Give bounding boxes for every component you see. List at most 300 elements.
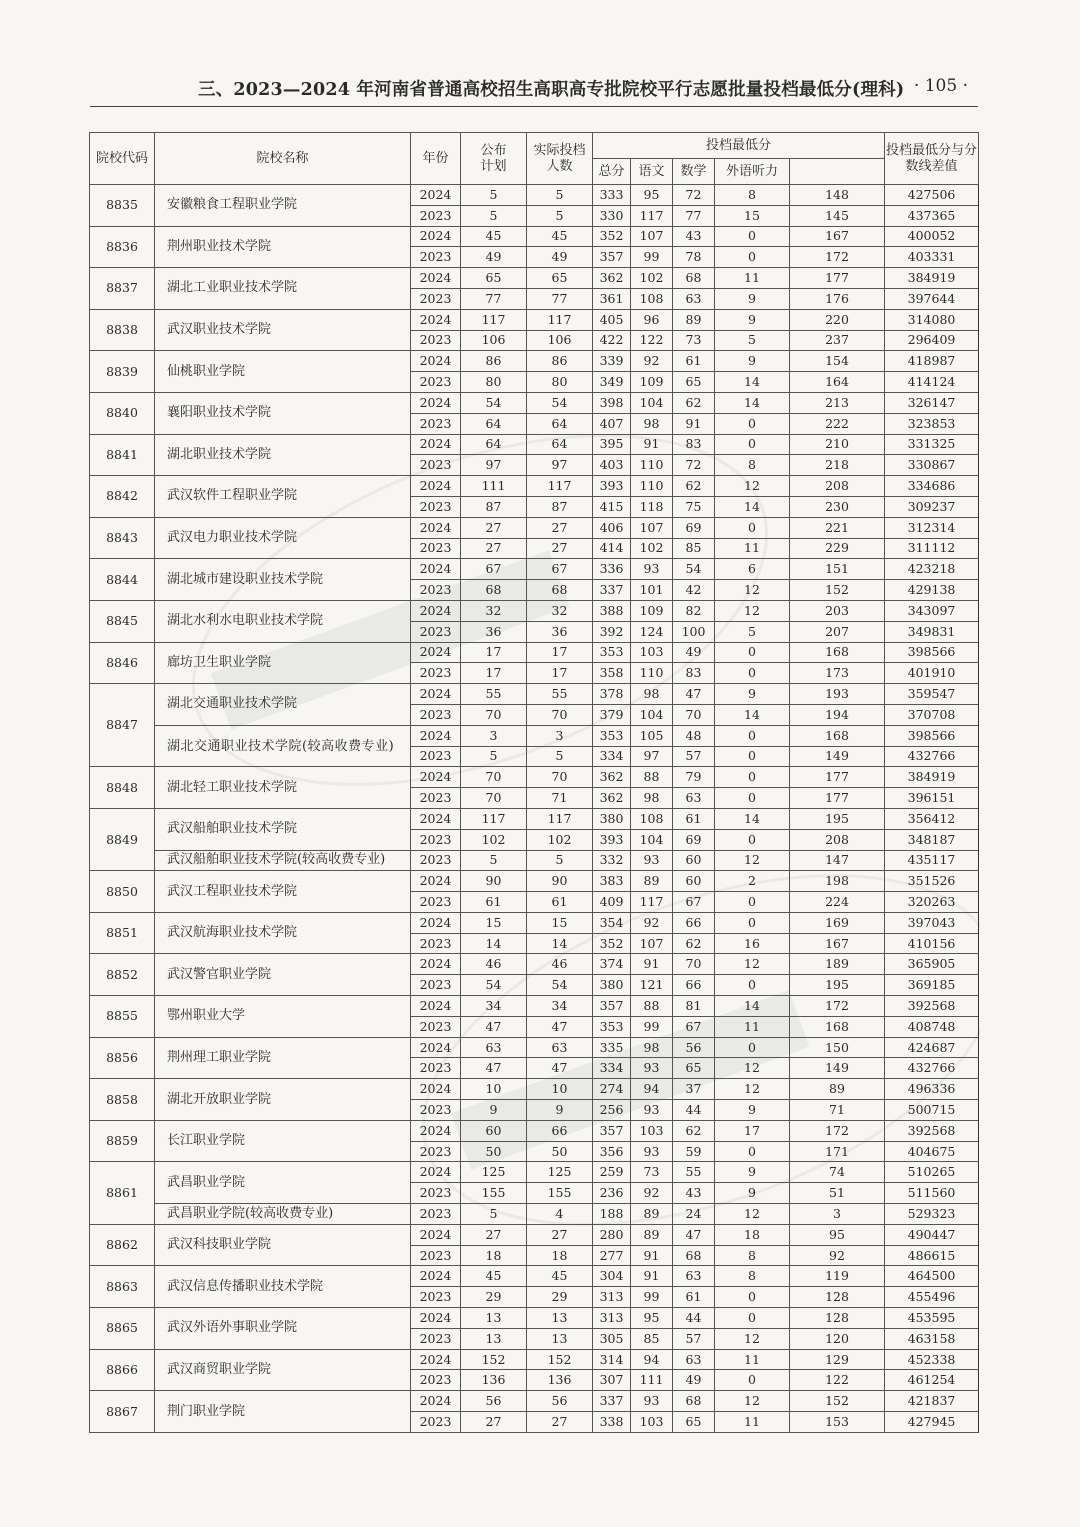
total-score: 337: [593, 1391, 631, 1412]
table-row: [90, 642, 979, 663]
score-rank: 464500: [885, 1266, 979, 1287]
plan: 56: [461, 1391, 527, 1412]
plan: 70: [461, 704, 527, 725]
actual: 125: [527, 1162, 593, 1183]
score-diff: 207: [790, 621, 885, 642]
score-diff: 168: [790, 725, 885, 746]
math-score: 72: [673, 185, 715, 206]
table-row: [90, 871, 979, 892]
plan: 102: [461, 829, 527, 850]
school-name: 湖北交通职业技术学院(较高收费专业): [155, 725, 411, 767]
math-score: 62: [673, 1120, 715, 1141]
total-score: 334: [593, 746, 631, 767]
actual: 64: [527, 434, 593, 455]
math-score: 62: [673, 392, 715, 413]
score-rank: 392568: [885, 1120, 979, 1141]
plan: 5: [461, 850, 527, 871]
year: 2023: [411, 788, 461, 809]
year: 2024: [411, 725, 461, 746]
score-diff: 95: [790, 1224, 885, 1245]
page-title: 三、2023—2024 年河南省普通高校招生高职高专批院校平行志愿批量投档最低分(理科): [198, 80, 905, 100]
actual: 80: [527, 372, 593, 393]
school-code: 8858: [90, 1079, 155, 1121]
score-rank: 323853: [885, 413, 979, 434]
chinese-score: 93: [631, 559, 673, 580]
school-name: 廊坊卫生职业学院: [155, 642, 411, 684]
listening-score: 0: [715, 892, 790, 913]
math-score: 47: [673, 684, 715, 705]
chinese-score: 109: [631, 600, 673, 621]
score-diff: 195: [790, 808, 885, 829]
listening-score: 8: [715, 1266, 790, 1287]
total-score: 314: [593, 1349, 631, 1370]
chinese-score: 107: [631, 226, 673, 247]
chinese-score: 107: [631, 933, 673, 954]
plan: 64: [461, 413, 527, 434]
score-rank: 384919: [885, 767, 979, 788]
table-row: [90, 434, 979, 455]
table-row: [90, 226, 979, 247]
plan: 14: [461, 933, 527, 954]
actual: 71: [527, 788, 593, 809]
chinese-score: 110: [631, 455, 673, 476]
actual: 61: [527, 892, 593, 913]
school-code: 8846: [90, 642, 155, 684]
math-score: 59: [673, 1141, 715, 1162]
year: 2023: [411, 496, 461, 517]
score-diff: 168: [790, 642, 885, 663]
school-name: 湖北工业职业技术学院: [155, 268, 411, 310]
score-diff: 194: [790, 704, 885, 725]
school-name: 武汉工程职业技术学院: [155, 871, 411, 913]
plan: 3: [461, 725, 527, 746]
header-math: 数学: [673, 159, 715, 185]
table-row: [90, 1162, 979, 1183]
score-diff: 195: [790, 975, 885, 996]
listening-score: 17: [715, 1120, 790, 1141]
chinese-score: 109: [631, 372, 673, 393]
plan: 10: [461, 1079, 527, 1100]
chinese-score: 85: [631, 1328, 673, 1349]
score-rank: 326147: [885, 392, 979, 413]
actual: 27: [527, 538, 593, 559]
chinese-score: 104: [631, 704, 673, 725]
plan: 111: [461, 476, 527, 497]
listening-score: 9: [715, 309, 790, 330]
listening-score: 12: [715, 1079, 790, 1100]
header-plan: [461, 133, 527, 185]
plan: 15: [461, 912, 527, 933]
header-diff-text: 投档最低分与分数线差值: [886, 142, 978, 174]
math-score: 56: [673, 1037, 715, 1058]
school-name: 湖北开放职业学院: [155, 1079, 411, 1121]
school-code: 8835: [90, 185, 155, 227]
math-score: 72: [673, 455, 715, 476]
year: 2024: [411, 226, 461, 247]
listening-score: 0: [715, 663, 790, 684]
actual: 45: [527, 1266, 593, 1287]
score-diff: 169: [790, 912, 885, 933]
header-plan-text: 公布计划: [480, 142, 507, 174]
actual: 49: [527, 247, 593, 268]
actual: 64: [527, 413, 593, 434]
score-diff: 145: [790, 205, 885, 226]
score-rank: 397644: [885, 288, 979, 309]
score-diff: 198: [790, 871, 885, 892]
header-min-score-group: 投档最低分: [593, 133, 885, 159]
actual: 5: [527, 850, 593, 871]
school-name: 武汉电力职业技术学院: [155, 517, 411, 559]
school-name: 湖北轻工职业技术学院: [155, 767, 411, 809]
score-rank: 398566: [885, 642, 979, 663]
listening-score: 11: [715, 538, 790, 559]
listening-score: 14: [715, 996, 790, 1017]
year: 2023: [411, 1370, 461, 1391]
score-diff: 151: [790, 559, 885, 580]
total-score: 280: [593, 1224, 631, 1245]
plan: 9: [461, 1100, 527, 1121]
school-code: 8837: [90, 268, 155, 310]
plan: 70: [461, 788, 527, 809]
total-score: 334: [593, 1058, 631, 1079]
listening-score: 14: [715, 704, 790, 725]
year: 2023: [411, 704, 461, 725]
plan: 50: [461, 1141, 527, 1162]
score-diff: 92: [790, 1245, 885, 1266]
chinese-score: 102: [631, 268, 673, 289]
school-code: 8839: [90, 351, 155, 393]
school-name: 武汉科技职业学院: [155, 1224, 411, 1266]
year: 2023: [411, 829, 461, 850]
school-name: 武汉船舶职业技术学院: [155, 808, 411, 850]
total-score: 357: [593, 996, 631, 1017]
school-name: 武汉职业技术学院: [155, 309, 411, 351]
math-score: 100: [673, 621, 715, 642]
math-score: 47: [673, 1224, 715, 1245]
listening-score: 0: [715, 642, 790, 663]
school-code: 8848: [90, 767, 155, 809]
year: 2023: [411, 1412, 461, 1433]
total-score: 330: [593, 205, 631, 226]
chinese-score: 117: [631, 892, 673, 913]
header-actual: [527, 133, 593, 185]
listening-score: 0: [715, 226, 790, 247]
listening-score: 8: [715, 455, 790, 476]
math-score: 68: [673, 1391, 715, 1412]
chinese-score: 93: [631, 1058, 673, 1079]
table-row: [90, 808, 979, 829]
score-diff: 177: [790, 788, 885, 809]
school-name: 湖北水利水电职业技术学院: [155, 600, 411, 642]
year: 2024: [411, 1162, 461, 1183]
listening-score: 0: [715, 1308, 790, 1329]
actual: 18: [527, 1245, 593, 1266]
year: 2023: [411, 933, 461, 954]
table-row: [90, 351, 979, 372]
listening-score: 14: [715, 372, 790, 393]
chinese-score: 99: [631, 1287, 673, 1308]
listening-score: 0: [715, 725, 790, 746]
school-code: 8867: [90, 1391, 155, 1433]
score-rank: 330867: [885, 455, 979, 476]
year: 2023: [411, 330, 461, 351]
table-row: [90, 1120, 979, 1141]
school-name: 武昌职业学院: [155, 1162, 411, 1204]
chinese-score: 95: [631, 1308, 673, 1329]
table-row: [90, 1224, 979, 1245]
plan: 61: [461, 892, 527, 913]
math-score: 83: [673, 434, 715, 455]
year: 2023: [411, 372, 461, 393]
listening-score: 0: [715, 788, 790, 809]
score-rank: 365905: [885, 954, 979, 975]
chinese-score: 107: [631, 517, 673, 538]
header-listening: 外语听力: [715, 159, 790, 185]
chinese-score: 91: [631, 1266, 673, 1287]
year: 2024: [411, 1120, 461, 1141]
total-score: 409: [593, 892, 631, 913]
table-row: [90, 684, 979, 705]
year: 2023: [411, 580, 461, 601]
actual: 17: [527, 663, 593, 684]
score-diff: 152: [790, 580, 885, 601]
year: 2023: [411, 413, 461, 434]
actual: 29: [527, 1287, 593, 1308]
total-score: 357: [593, 247, 631, 268]
score-rank: 309237: [885, 496, 979, 517]
math-score: 66: [673, 912, 715, 933]
total-score: 274: [593, 1079, 631, 1100]
table-row: [90, 996, 979, 1017]
math-score: 60: [673, 871, 715, 892]
listening-score: 12: [715, 1204, 790, 1225]
score-rank: 427945: [885, 1412, 979, 1433]
math-score: 91: [673, 413, 715, 434]
math-score: 49: [673, 1370, 715, 1391]
year: 2024: [411, 1079, 461, 1100]
table-row: [90, 912, 979, 933]
table-row: [90, 476, 979, 497]
year: 2023: [411, 1141, 461, 1162]
chinese-score: 93: [631, 1100, 673, 1121]
header-name: 院校名称: [155, 133, 411, 185]
table-row: [90, 1037, 979, 1058]
score-diff: 164: [790, 372, 885, 393]
chinese-score: 99: [631, 247, 673, 268]
school-code: 8861: [90, 1162, 155, 1224]
year: 2023: [411, 621, 461, 642]
total-score: 337: [593, 580, 631, 601]
math-score: 62: [673, 476, 715, 497]
header-diff: [885, 133, 979, 185]
school-code: 8862: [90, 1224, 155, 1266]
chinese-score: 93: [631, 1141, 673, 1162]
school-code: 8855: [90, 996, 155, 1038]
school-code: 8866: [90, 1349, 155, 1391]
total-score: 380: [593, 975, 631, 996]
listening-score: 12: [715, 1058, 790, 1079]
score-rank: 432766: [885, 1058, 979, 1079]
table-body: [90, 185, 979, 1433]
score-rank: 359547: [885, 684, 979, 705]
plan: 117: [461, 309, 527, 330]
school-name: 湖北交通职业技术学院: [155, 684, 411, 726]
plan: 47: [461, 1016, 527, 1037]
plan: 68: [461, 580, 527, 601]
year: 2024: [411, 351, 461, 372]
listening-score: 12: [715, 954, 790, 975]
score-rank: 429138: [885, 580, 979, 601]
year: 2023: [411, 205, 461, 226]
year: 2023: [411, 1204, 461, 1225]
year: 2024: [411, 476, 461, 497]
listening-score: 9: [715, 288, 790, 309]
math-score: 55: [673, 1162, 715, 1183]
total-score: 349: [593, 372, 631, 393]
school-name: 武汉船舶职业技术学院(较高收费专业): [155, 850, 411, 871]
score-diff: 237: [790, 330, 885, 351]
school-code: 8843: [90, 517, 155, 559]
year: 2024: [411, 954, 461, 975]
score-rank: 496336: [885, 1079, 979, 1100]
score-diff: 208: [790, 829, 885, 850]
total-score: 388: [593, 600, 631, 621]
listening-score: 14: [715, 808, 790, 829]
score-rank: 401910: [885, 663, 979, 684]
math-score: 75: [673, 496, 715, 517]
chinese-score: 94: [631, 1079, 673, 1100]
total-score: 335: [593, 1037, 631, 1058]
total-score: 362: [593, 767, 631, 788]
score-rank: 331325: [885, 434, 979, 455]
score-diff: 177: [790, 268, 885, 289]
listening-score: 0: [715, 1370, 790, 1391]
year: 2024: [411, 1308, 461, 1329]
plan: 54: [461, 975, 527, 996]
school-code: 8840: [90, 392, 155, 434]
school-name: 荆州职业技术学院: [155, 226, 411, 268]
running-header: [90, 70, 978, 107]
score-diff: 208: [790, 476, 885, 497]
school-code: 8836: [90, 226, 155, 268]
total-score: 414: [593, 538, 631, 559]
total-score: 256: [593, 1100, 631, 1121]
score-rank: 418987: [885, 351, 979, 372]
year: 2023: [411, 746, 461, 767]
listening-score: 5: [715, 330, 790, 351]
listening-score: 11: [715, 1349, 790, 1370]
score-rank: 396151: [885, 788, 979, 809]
score-diff: 218: [790, 455, 885, 476]
plan: 13: [461, 1308, 527, 1329]
score-rank: 320263: [885, 892, 979, 913]
plan: 77: [461, 288, 527, 309]
score-diff: 176: [790, 288, 885, 309]
school-code: 8847: [90, 684, 155, 767]
actual: 47: [527, 1058, 593, 1079]
year: 2024: [411, 767, 461, 788]
chinese-score: 92: [631, 912, 673, 933]
math-score: 49: [673, 642, 715, 663]
plan: 87: [461, 496, 527, 517]
year: 2024: [411, 684, 461, 705]
score-rank: 398566: [885, 725, 979, 746]
score-diff: 119: [790, 1266, 885, 1287]
header-chinese: 语文: [631, 159, 673, 185]
actual: 102: [527, 829, 593, 850]
table-row: [90, 559, 979, 580]
year: 2023: [411, 1100, 461, 1121]
score-diff: 210: [790, 434, 885, 455]
score-rank: 424687: [885, 1037, 979, 1058]
plan: 80: [461, 372, 527, 393]
chinese-score: 124: [631, 621, 673, 642]
listening-score: 12: [715, 1391, 790, 1412]
math-score: 81: [673, 996, 715, 1017]
actual: 50: [527, 1141, 593, 1162]
math-score: 63: [673, 288, 715, 309]
table-row: [90, 392, 979, 413]
plan: 47: [461, 1058, 527, 1079]
actual: 34: [527, 996, 593, 1017]
actual: 36: [527, 621, 593, 642]
school-name: 鄂州职业大学: [155, 996, 411, 1038]
plan: 17: [461, 642, 527, 663]
actual: 15: [527, 912, 593, 933]
year: 2023: [411, 1287, 461, 1308]
actual: 54: [527, 975, 593, 996]
listening-score: 6: [715, 559, 790, 580]
actual: 54: [527, 392, 593, 413]
listening-score: 0: [715, 767, 790, 788]
math-score: 85: [673, 538, 715, 559]
actual: 4: [527, 1204, 593, 1225]
score-diff: 173: [790, 663, 885, 684]
plan: 17: [461, 663, 527, 684]
actual: 136: [527, 1370, 593, 1391]
score-diff: 189: [790, 954, 885, 975]
school-name: 仙桃职业学院: [155, 351, 411, 393]
actual: 9: [527, 1100, 593, 1121]
year: 2024: [411, 996, 461, 1017]
math-score: 68: [673, 1245, 715, 1266]
score-rank: 356412: [885, 808, 979, 829]
total-score: 353: [593, 725, 631, 746]
score-diff: 230: [790, 496, 885, 517]
total-score: 379: [593, 704, 631, 725]
plan: 117: [461, 808, 527, 829]
math-score: 89: [673, 309, 715, 330]
chinese-score: 108: [631, 808, 673, 829]
math-score: 68: [673, 268, 715, 289]
listening-score: 12: [715, 1328, 790, 1349]
chinese-score: 92: [631, 1183, 673, 1204]
listening-score: 0: [715, 975, 790, 996]
score-diff: 149: [790, 1058, 885, 1079]
score-diff: 172: [790, 247, 885, 268]
school-name: 襄阳职业技术学院: [155, 392, 411, 434]
plan: 27: [461, 1412, 527, 1433]
plan: 5: [461, 1204, 527, 1225]
score-rank: 500715: [885, 1100, 979, 1121]
total-score: 304: [593, 1266, 631, 1287]
math-score: 65: [673, 372, 715, 393]
total-score: 336: [593, 559, 631, 580]
plan: 136: [461, 1370, 527, 1391]
chinese-score: 94: [631, 1349, 673, 1370]
listening-score: 11: [715, 268, 790, 289]
score-rank: 370708: [885, 704, 979, 725]
